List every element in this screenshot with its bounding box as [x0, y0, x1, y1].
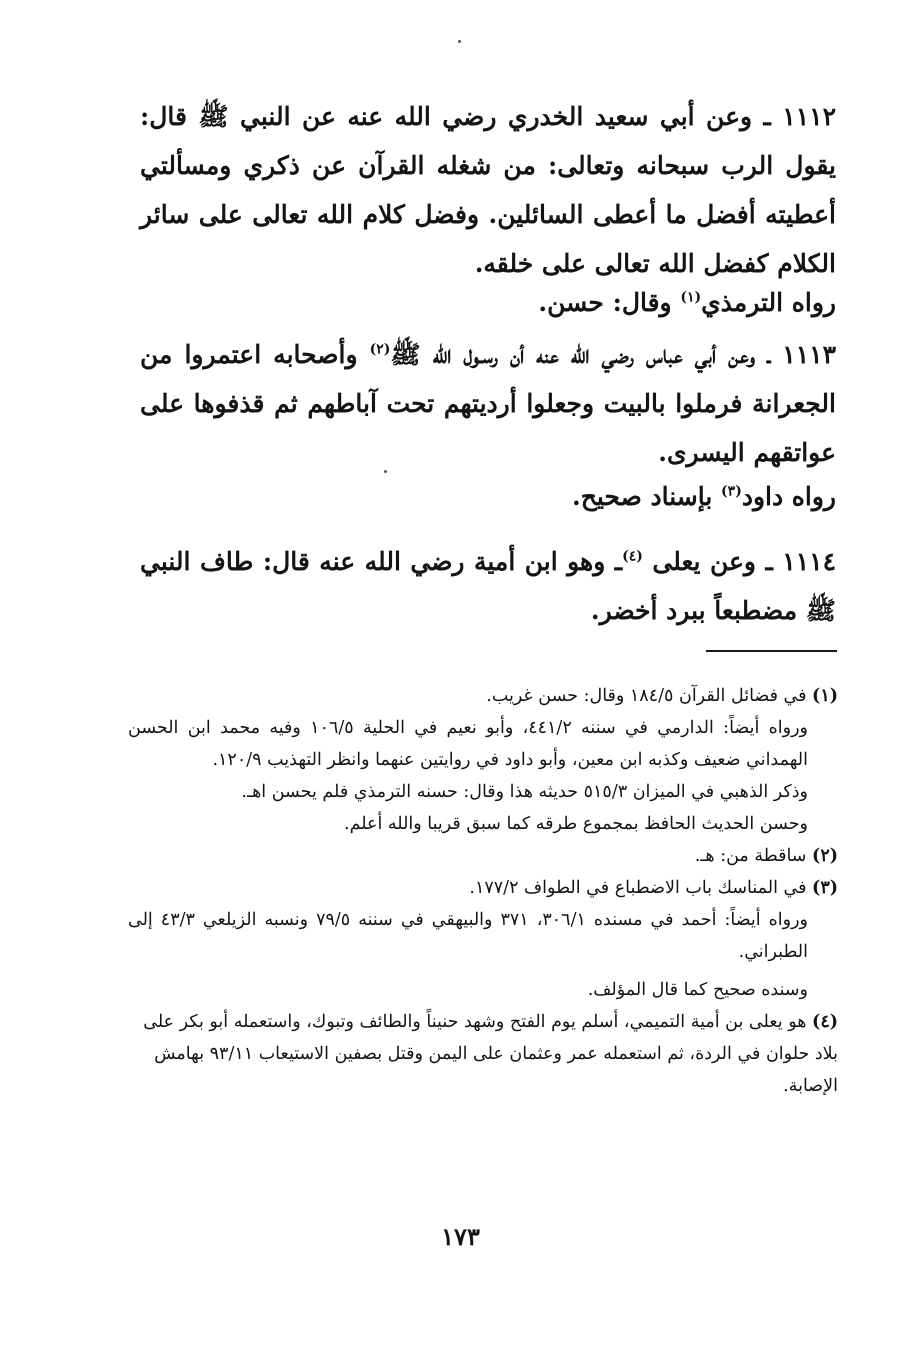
footnote-ref-3[interactable]: (٣): [721, 483, 742, 500]
hadith-1114: [140, 537, 836, 635]
hadith-1114-text-a: ١١١٤ ـ وعن يعلى: [642, 547, 837, 576]
footnote-separator: [706, 650, 837, 652]
source-1112-rest: وقال: حسن.: [538, 288, 681, 317]
source-1113: [140, 472, 836, 521]
footnote-4-number: (٤): [812, 1012, 838, 1032]
footnote-4-text: هو يعلى بن أمية التميمي، أسلم يوم الفتح وشهد حنيناً والطائف وتبوك، واستعمله أبو بكر على بلاد حلوان في الردة، ثم استعمله عمر وعثمان على اليمن وقتل بصفين الاستيعاب ٩٣/١١ بهامش الإصابة.: [143, 1012, 838, 1096]
footnote-1-text: في فضائل القرآن ١٨٤/٥ وقال: حسن غريب.: [486, 686, 813, 706]
footnote-2: [128, 840, 838, 872]
hadith-1113: [140, 330, 836, 477]
footnote-3: [128, 872, 838, 904]
hadith-1113-text-a: ١١١٣ ـ وعن أبي عباس رضي الله عنه أن رسـول الله ﷺ: [390, 340, 836, 369]
footnote-1-para-2: ورواه أيضاً: الدارمي في سننه ٤٤١/٢، وأبو نعيم في الحلية ١٠٦/٥ وفيه محمد ابن الحسن الهمداني ضعيف وكذبه ابن معين، وأبو داود في روايتين عنهما وانظر التهذيب ١٢٠/٩.: [128, 718, 809, 770]
footnote-ref-1[interactable]: (١): [680, 289, 702, 306]
hadith-1113-text-b: وأصحابه اعتمروا من الجعرانة فرملوا بالبيت وجعلوا أرديتهم تحت آباطهم ثم قذفوها على عواتقهم اليسرى.: [140, 340, 836, 467]
footnote-ref-4[interactable]: (٤): [622, 548, 643, 565]
footnote-3-para-3: وسنده صحيح كما قال المؤلف.: [587, 980, 808, 1000]
source-1112-text: رواه الترمذي: [701, 288, 836, 317]
speck-mark: [384, 470, 387, 473]
footnote-1-para-4: وحسن الحديث الحافظ بمجموع طرقه كما سبق قريبا والله أعلم.: [344, 814, 808, 834]
source-1112: [140, 278, 836, 327]
footnote-1-para-3: وذكر الذهبي في الميزان ٥١٥/٣ حديثه هذا وقال: حسنه الترمذي فلم يحسن اهـ.: [241, 782, 808, 802]
footnote-3-text: في المناسك باب الاضطباع في الطواف ١٧٧/٢.: [469, 878, 813, 898]
source-1113-rest: بإسناد صحيح.: [572, 482, 722, 511]
footnote-1: [128, 680, 838, 712]
footnote-1-number: (١): [812, 686, 838, 706]
source-1113-text: رواه داود: [741, 482, 836, 511]
page-number: ١٧٣: [441, 1222, 480, 1251]
speck-mark: [458, 40, 461, 43]
footnote-ref-2[interactable]: (٢): [369, 341, 391, 358]
hadith-1112-text: ١١١٢ ـ وعن أبي سعيد الخدري رضي الله عنه عن النبي ﷺ قال: يقول الرب سبحانه وتعالى: من شغله القرآن عن ذكري ومسألتي أعطيته أفضل ما أعطى السائلين. وفضل كلام الله تعالى على سائر الكلام كفضل الله تعالى على خلقه.: [140, 102, 836, 278]
footnote-4: [128, 1006, 838, 1102]
footnote-2-number: (٢): [812, 846, 838, 866]
footnote-2-text: ساقطة من: هـ.: [694, 846, 813, 866]
footnote-3-para-2: ورواه أيضاً: أحمد في مسنده ٣٠٦/١، ٣٧١ والبيهقي في سننه ٧٩/٥ ونسبه الزيلعي ٤٣/٣ إلى الطبراني.: [128, 910, 809, 962]
hadith-1114-text-b: ـ وهو ابن أمية رضي الله عنه قال: طاف النبي ﷺ مضطبعاً ببرد أخضر.: [140, 547, 836, 625]
footnotes: [128, 680, 838, 1102]
hadith-1112: [140, 92, 836, 288]
footnote-3-number: (٣): [812, 878, 838, 898]
